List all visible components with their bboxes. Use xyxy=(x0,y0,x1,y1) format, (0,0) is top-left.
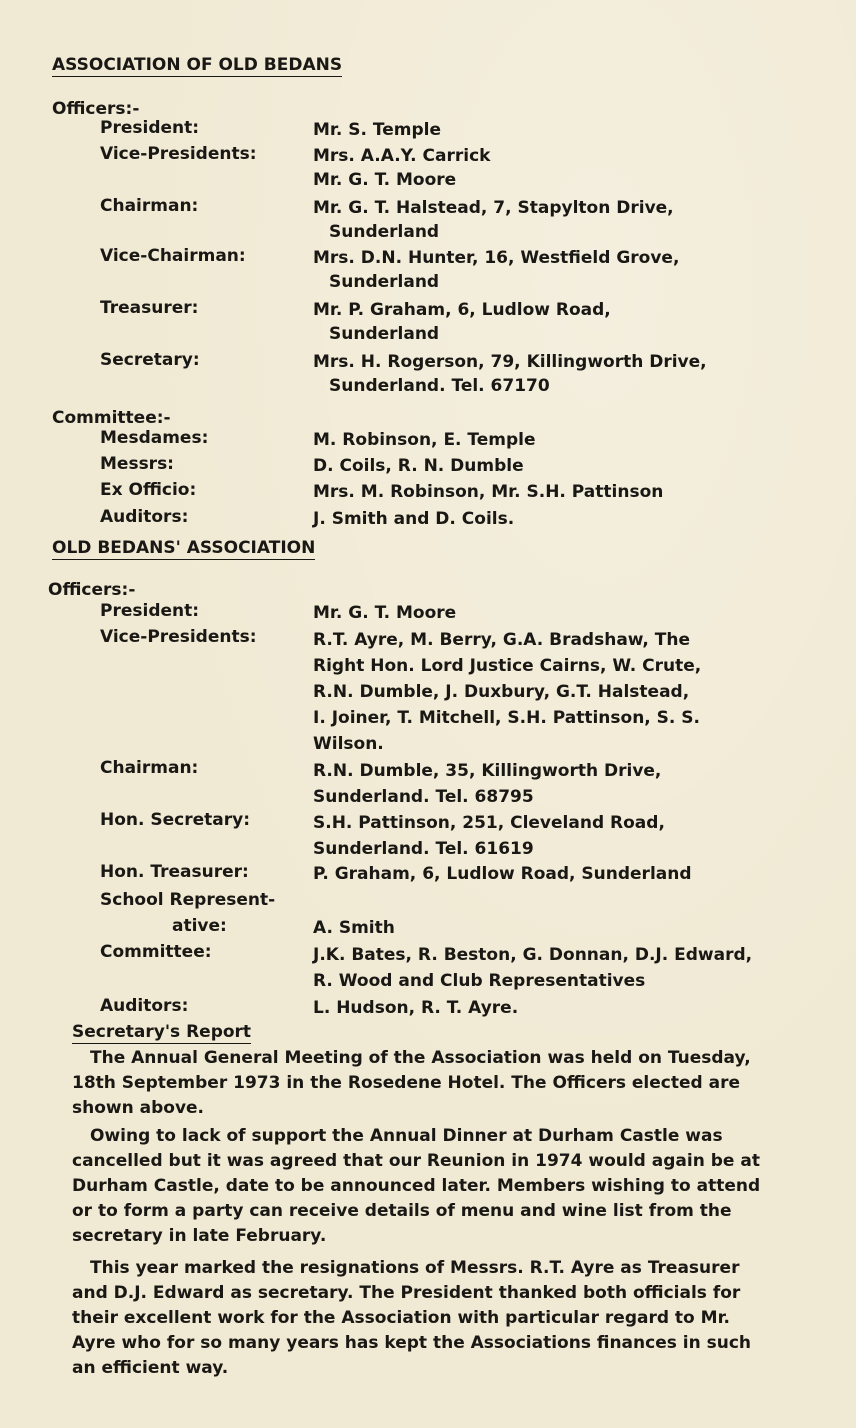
role-value: Right Hon. Lord Justice Cairns, W. Crute, xyxy=(313,656,702,676)
role-value: Mr. S. Temple xyxy=(313,120,441,140)
role-label: School Represent- xyxy=(100,890,276,910)
section1-committee-label: Committee:- xyxy=(52,408,171,428)
role-label: Auditors: xyxy=(100,996,189,1016)
role-value: R. Wood and Club Representatives xyxy=(313,971,646,991)
role-value: Mr. P. Graham, 6, Ludlow Road, xyxy=(313,300,611,320)
role-label: Vice-Chairman: xyxy=(100,246,246,266)
role-label: Secretary: xyxy=(100,350,200,370)
role-label: Ex Officio: xyxy=(100,480,197,500)
role-value: R.T. Ayre, M. Berry, G.A. Bradshaw, The xyxy=(313,630,691,650)
role-label: Chairman: xyxy=(100,758,199,778)
paragraph-line: or to form a party can receive details of menu and wine list from the xyxy=(72,1201,732,1221)
role-label: President: xyxy=(100,601,200,621)
role-value: R.N. Dumble, J. Duxbury, G.T. Halstead, xyxy=(313,682,690,702)
role-value: Mrs. M. Robinson, Mr. S.H. Pattinson xyxy=(313,482,664,502)
role-label: President: xyxy=(100,118,200,138)
paragraph-line: secretary in late February. xyxy=(72,1226,327,1246)
section2-title: OLD BEDANS' ASSOCIATION xyxy=(52,538,316,558)
role-label: Committee: xyxy=(100,942,212,962)
role-value: Sunderland. Tel. 61619 xyxy=(313,839,534,859)
paragraph-line: shown above. xyxy=(72,1098,205,1118)
role-label: Hon. Treasurer: xyxy=(100,862,249,882)
role-label: Chairman: xyxy=(100,196,199,216)
role-value: Sunderland xyxy=(329,324,440,344)
role-value: A. Smith xyxy=(313,918,395,938)
role-value: Sunderland xyxy=(329,272,440,292)
role-value: Sunderland xyxy=(329,222,440,242)
role-label: Vice-Presidents: xyxy=(100,627,257,647)
section1-title: ASSOCIATION OF OLD BEDANS xyxy=(52,55,343,75)
section2-officers-label: Officers:- xyxy=(48,580,136,600)
report-title: Secretary's Report xyxy=(72,1022,252,1042)
role-value: Mr. G. T. Halstead, 7, Stapylton Drive, xyxy=(313,198,674,218)
role-label: Auditors: xyxy=(100,507,189,527)
role-value: Wilson. xyxy=(313,734,384,754)
role-value: J.K. Bates, R. Beston, G. Donnan, D.J. Edward, xyxy=(313,945,753,965)
role-label: Hon. Secretary: xyxy=(100,810,251,830)
section1-officers-label: Officers:- xyxy=(52,99,140,119)
role-value: Sunderland. Tel. 67170 xyxy=(329,376,550,396)
paragraph-line: their excellent work for the Association with particular regard to Mr. xyxy=(72,1308,730,1328)
role-value: Mrs. D.N. Hunter, 16, Westfield Grove, xyxy=(313,248,680,268)
role-label: Mesdames: xyxy=(100,428,209,448)
report-paragraph-3 xyxy=(72,1256,812,1381)
paragraph-line: cancelled but it was agreed that our Reunion in 1974 would again be at xyxy=(72,1151,760,1171)
role-label: Treasurer: xyxy=(100,298,199,318)
role-value: D. Coils, R. N. Dumble xyxy=(313,456,524,476)
role-value: Mrs. A.A.Y. Carrick xyxy=(313,146,491,166)
role-value: Sunderland. Tel. 68795 xyxy=(313,787,534,807)
paragraph-line: Durham Castle, date to be announced later. Members wishing to attend xyxy=(72,1176,761,1196)
paragraph-line: Ayre who for so many years has kept the Associations finances in such xyxy=(72,1333,752,1353)
role-value: J. Smith and D. Coils. xyxy=(313,509,515,529)
role-value: L. Hudson, R. T. Ayre. xyxy=(313,998,519,1018)
role-label: Vice-Presidents: xyxy=(100,144,257,164)
paragraph-line: This year marked the resignations of Messrs. R.T. Ayre as Treasurer xyxy=(90,1258,740,1278)
paragraph-line: and D.J. Edward as secretary. The President thanked both officials for xyxy=(72,1283,741,1303)
role-value: I. Joiner, T. Mitchell, S.H. Pattinson, S. S. xyxy=(313,708,700,728)
paragraph-line: Owing to lack of support the Annual Dinner at Durham Castle was xyxy=(90,1126,723,1146)
role-label: ative: xyxy=(172,916,227,936)
role-value: R.N. Dumble, 35, Killingworth Drive, xyxy=(313,761,662,781)
role-value: P. Graham, 6, Ludlow Road, Sunderland xyxy=(313,864,692,884)
report-paragraph-1 xyxy=(72,1046,812,1121)
role-label: Messrs: xyxy=(100,454,174,474)
role-value: Mrs. H. Rogerson, 79, Killingworth Drive, xyxy=(313,352,707,372)
report-paragraph-2 xyxy=(72,1124,812,1249)
paragraph-line: 18th September 1973 in the Rosedene Hotel. The Officers elected are xyxy=(72,1073,740,1093)
role-value: M. Robinson, E. Temple xyxy=(313,430,536,450)
role-value: Mr. G. T. Moore xyxy=(313,603,457,623)
role-value: S.H. Pattinson, 251, Cleveland Road, xyxy=(313,813,665,833)
role-value: Mr. G. T. Moore xyxy=(313,170,457,190)
paragraph-line: The Annual General Meeting of the Association was held on Tuesday, xyxy=(90,1048,751,1068)
paragraph-line: an efficient way. xyxy=(72,1358,229,1378)
